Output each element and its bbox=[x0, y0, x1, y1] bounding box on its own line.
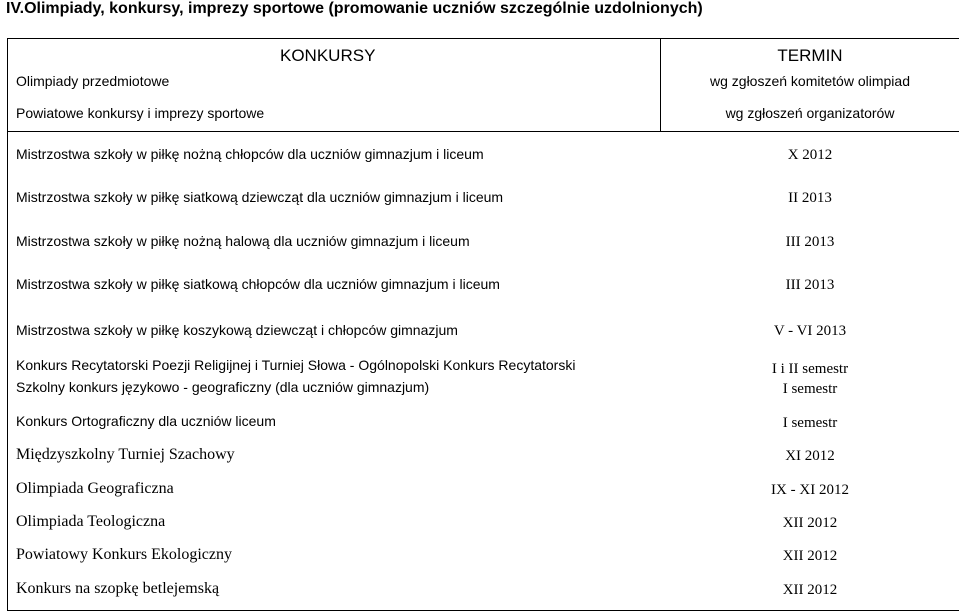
competition-name: Mistrzostwa szkoły w piłkę nożną halową dla uczniów gimnazjum i liceum bbox=[16, 233, 470, 249]
competition-name: Powiatowy Konkurs Ekologiczny bbox=[16, 546, 232, 563]
competition-name: Olimpiada Geograficzna bbox=[16, 480, 174, 497]
header-bottom-border bbox=[7, 131, 959, 132]
header-left-subtitle: Powiatowe konkursy i imprezy sportowe bbox=[16, 105, 265, 121]
column-header-konkursy: KONKURSY bbox=[280, 46, 376, 65]
competition-name: Mistrzostwa szkoły w piłkę koszykową dziewcząt i chłopców gimnazjum bbox=[16, 322, 458, 338]
competition-term: XI 2012 bbox=[785, 448, 835, 464]
header-right-subtitle: wg zgłoszeń komitetów olimpiad bbox=[710, 73, 910, 89]
competition-name: Szkolny konkurs językowo - geograficzny (dla uczniów gimnazjum) bbox=[16, 379, 430, 395]
column-header-termin: TERMIN bbox=[777, 46, 843, 65]
table-top-border bbox=[7, 38, 959, 39]
competition-name: Mistrzostwa szkoły w piłkę nożną chłopców dla uczniów gimnazjum i liceum bbox=[16, 146, 484, 162]
competition-name: Olimpiada Teologiczna bbox=[16, 513, 166, 530]
competition-term: III 2013 bbox=[785, 234, 835, 250]
header-left-subtitle: Olimpiady przedmiotowe bbox=[16, 73, 170, 89]
competition-name: Konkurs na szopkę betlejemską bbox=[16, 580, 220, 597]
competition-term: XII 2012 bbox=[782, 548, 838, 564]
competition-name: Konkurs Ortograficzny dla uczniów liceum bbox=[16, 413, 276, 429]
competition-term: V - VI 2013 bbox=[773, 323, 847, 339]
competition-name: Mistrzostwa szkoły w piłkę siatkową chłopców dla uczniów gimnazjum i liceum bbox=[16, 276, 500, 292]
competition-term: II 2013 bbox=[788, 190, 832, 206]
competition-term: XII 2012 bbox=[782, 582, 838, 598]
competition-term: I semestr bbox=[782, 381, 838, 397]
competition-term: III 2013 bbox=[785, 277, 835, 293]
table-bottom-border bbox=[7, 610, 959, 611]
table-left-border bbox=[7, 38, 8, 611]
competition-term: IX - XI 2012 bbox=[771, 482, 849, 498]
competition-term: I i II semestr bbox=[771, 361, 849, 377]
competition-name: Międzyszkolny Turniej Szachowy bbox=[16, 446, 235, 463]
header-right-subtitle: wg zgłoszeń organizatorów bbox=[725, 105, 895, 121]
competition-term: X 2012 bbox=[787, 147, 833, 163]
section-title: IV.Olimpiady, konkursy, imprezy sportowe (promowanie uczniów szczególnie uzdolnionych) bbox=[6, 0, 703, 17]
competition-term: I semestr bbox=[782, 415, 838, 431]
competition-name: Mistrzostwa szkoły w piłkę siatkową dziewcząt dla uczniów gimnazjum i liceum bbox=[16, 189, 504, 205]
competition-term: XII 2012 bbox=[782, 515, 838, 531]
competition-name: Konkurs Recytatorski Poezji Religijnej i Turniej Słowa - Ogólnopolski Konkurs Recytatorski bbox=[16, 357, 576, 373]
